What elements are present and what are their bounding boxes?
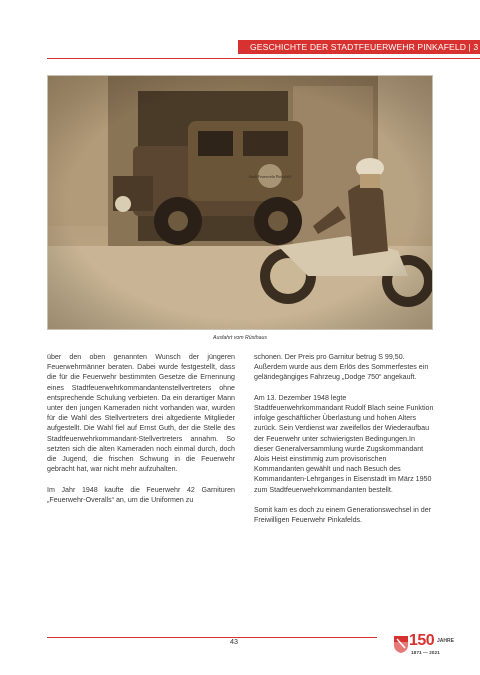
jubilee-word: JAHRE <box>437 638 454 644</box>
paragraph: Am 13. Dezember 1948 legte Stadtfeuerwehrkommandant Rudolf Blach seine Funktion infolge geschäftlicher Überlastung und hohen Alters zurück. Sein Verdienst war zweifellos der Wiederaufbau der Feuerwehr unter schwierigsten Bedingungen.In dieser Generalversammlung wurde Zugskommandant Alois Heist einstimmig zum provisorischen Kommandanten gewählt und nach Besuch des Kommandanten-Lehrganges in Eisenstadt im März 1950 zum Stadtfeuerwehrkommandanten bestellt. <box>254 393 434 494</box>
photo-caption: Ausfahrt vom Rüsthaus <box>213 335 267 341</box>
text-column-left <box>47 352 235 505</box>
text-column-right <box>254 352 434 525</box>
paragraph: schonen. Der Preis pro Garnitur betrug S 99,50. Außerdem wurde aus dem Erlös des Sommerfestes ein geländegängiges Fahrzeug „Dodge 750“ angekauft. <box>254 353 429 382</box>
footer-rule <box>47 637 377 638</box>
historic-photo <box>47 75 433 330</box>
paragraph: Im Jahr 1948 kaufte die Feuerwehr 42 Garnituren „Feuerwehr-Overalls“ an, um die Uniformen zu <box>47 485 235 504</box>
page-number: 43 <box>230 637 238 646</box>
fire-truck-photo <box>48 76 433 330</box>
header-rule <box>47 58 480 59</box>
jubilee-number: 150 <box>409 632 435 649</box>
paragraph: Somit kam es doch zu einem Generationswechsel in der Freiwilligen Feuerwehr Pinkafelds. <box>254 506 432 525</box>
jubilee-years: 1871 — 2021 <box>411 651 440 656</box>
coat-of-arms-icon <box>393 634 409 654</box>
running-header: GESCHICHTE DER STADTFEUERWEHR PINKAFELD | 3 <box>250 42 479 52</box>
paragraph: über den oben genannten Wunsch der jüngeren Feuerwehrmänner beraten. Dabei wurde festgestellt, dass die für die Feuerwehr bestimmten Gesetze die Ernennung eines Stadtfeuerwehrkommandantenstellvertreters ohne entsprechende Schulung verbieten. Da ein derartiger Mann unter den jungen Kameraden nicht vorhanden war, wurden für die Wahl des Stellvertreters drei altgediente Mitglieder aufgestellt. Die Wahl fiel auf Ernst Guth, der die Stelle des Stadtfeuerwehrkommandant-Stellvertreters annahm. So setzten sich die alten Kameraden noch einmal durch, doch die Jugend, die frischen Schwung in die Feuerwehr gebracht hat, war nicht mehr aufzuhalten. <box>47 353 235 474</box>
